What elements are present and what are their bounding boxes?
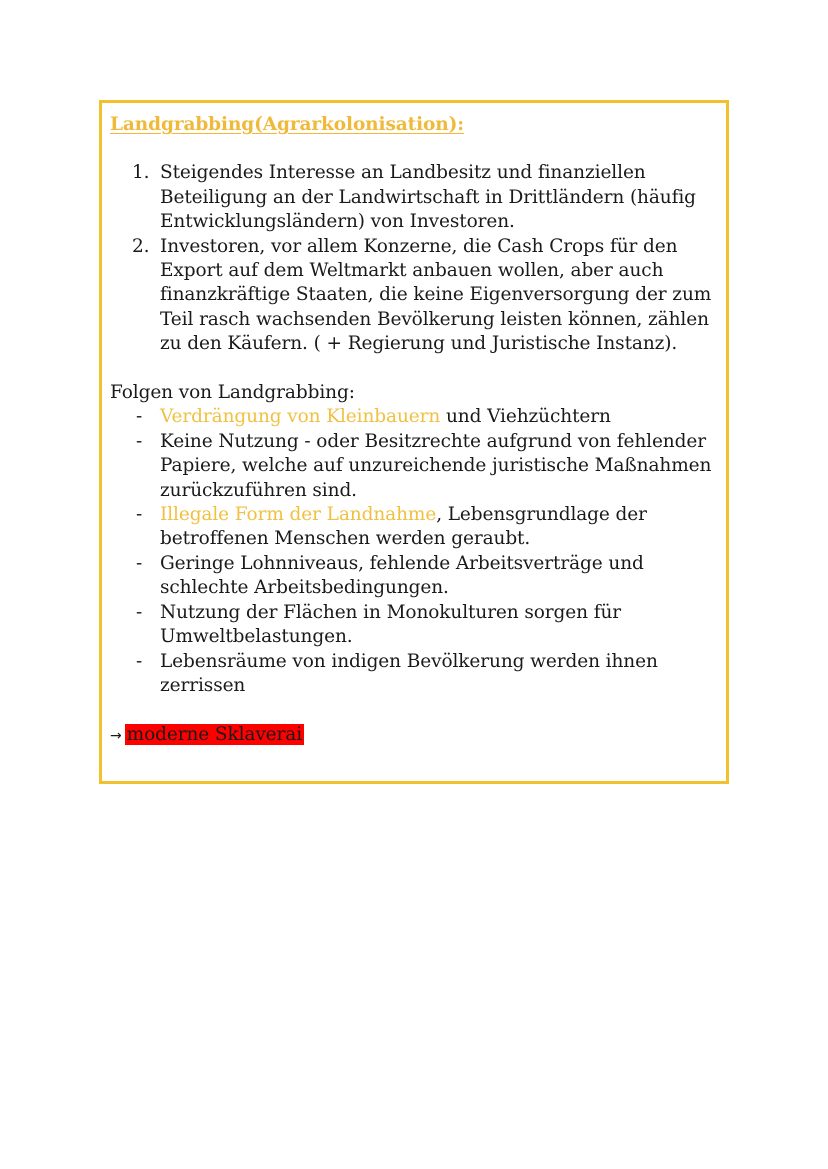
list-item (110, 650, 720, 699)
reasons-list (110, 161, 720, 356)
list-item (110, 235, 720, 357)
list-item-text: Nutzung der Flächen in Monokulturen sorgen für Umweltbelastungen. (160, 601, 622, 648)
list-item (110, 601, 720, 650)
bullet-dash: - (136, 552, 143, 574)
page-title: Landgrabbing(Agrarkolonisation): (110, 114, 465, 135)
spacer (110, 357, 720, 381)
list-item-text: , Lebensgrundlage der betroffenen Menschen werden geraubt. (160, 504, 647, 550)
consequences-list (110, 405, 720, 698)
list-item-text: Steigendes Interesse an Landbesitz und finanziellen Beteiligung an der Landwirtschaft in Drittländern (häufig Entwicklungsländern) von Investoren. (160, 162, 696, 233)
list-item (110, 161, 720, 234)
bullet-dash: - (136, 430, 143, 452)
list-item (110, 552, 720, 601)
bullet-dash: - (136, 406, 143, 428)
bullet-dash: - (136, 504, 143, 526)
document-content (110, 113, 720, 748)
list-number: 2. (132, 235, 150, 257)
list-item (110, 405, 720, 429)
conclusion-text: moderne Sklaverai (126, 723, 303, 745)
content-box (99, 100, 729, 784)
arrow-right-icon: → (110, 727, 122, 744)
list-item (110, 503, 720, 552)
bullet-dash: - (136, 650, 143, 672)
list-item-text: Keine Nutzung - oder Besitzrechte aufgrund von fehlender Papiere, welche auf unzureichende juristische Maßnahmen zurückzuführen sind. (160, 430, 712, 501)
conclusion-line (110, 723, 720, 748)
highlighted-text: Verdrängung von Kleinbauern (160, 406, 441, 428)
list-item-text: Lebensräume von indigen Bevölkerung werden ihnen zerrissen (160, 650, 658, 696)
highlighted-text: Illegale Form der Landnahme (160, 504, 437, 526)
section-heading: Folgen von Landgrabbing: (110, 382, 355, 404)
spacer (110, 698, 720, 722)
list-number: 1. (132, 162, 150, 184)
bullet-dash: - (136, 601, 143, 623)
list-item-text: und Viehzüchtern (440, 406, 611, 428)
list-item (110, 430, 720, 503)
list-item-text: Investoren, vor allem Konzerne, die Cash Crops für den Export auf dem Weltmarkt anbauen wollen, aber auch finanzkräftige Staaten, die keine Eigenversorgung der zum Teil rasch wachsenden Bevölkerung leisten können, zählen zu den Käufern. ( + Regierung und Juristische Instanz). (160, 235, 712, 355)
list-item-text: Geringe Lohnniveaus, fehlende Arbeitsverträge und schlechte Arbeitsbedingungen. (160, 552, 644, 599)
